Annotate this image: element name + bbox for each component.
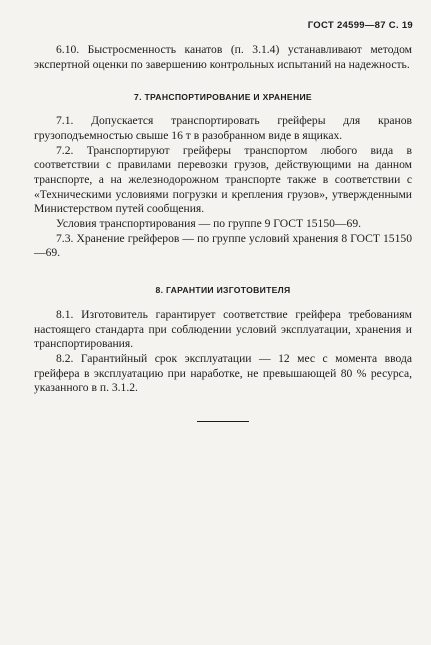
paragraph-transport-conditions [34,217,412,232]
paragraph-7-1-text: 7.1. Допускается транспортировать грейферы для кранов грузоподъемностью свыше 16 т в разобранном виде в ящиках. [34,114,412,142]
paragraph-7-3-text: 7.3. Хранение грейферов — по группе условий хранения 8 ГОСТ 15150—69. [34,231,412,260]
section-8-title: 8. ГАРАНТИИ ИЗГОТОВИТЕЛЯ [155,285,291,296]
paragraph-7-3 [34,232,412,261]
page-header: ГОСТ 24599—87 С. 19 [307,20,413,31]
paragraph-8-2-text: 8.2. Гарантийный срок эксплуатации — 12 мес с момента ввода грейфера в эксплуатацию при наработке, не превышающей 80 % ресурса, указанного в п. 3.1.2. [34,351,412,395]
paragraph-8-2 [34,352,412,396]
section-7-title: 7. ТРАНСПОРТИРОВАНИЕ И ХРАНЕНИЕ [134,92,312,103]
paragraph-8-1-text: 8.1. Изготовитель гарантирует соответствие грейфера требованиям настоящего стандарта при соблюдении условий эксплуатации, хранения и транспортирования. [34,307,412,351]
document-body [34,43,412,422]
paragraph-6-10 [34,43,412,72]
paragraph-6-10-text: 6.10. Быстросменность канатов (п. 3.1.4) устанавливают методом экспертной оценки по завершению контрольных испытаний на надежность. [34,43,412,71]
paragraph-transport-conditions-text: Условия транспортирования — по группе 9 ГОСТ 15150—69. [56,217,362,231]
end-divider [197,421,249,422]
paragraph-7-2 [34,144,412,218]
paragraph-8-1 [34,308,412,352]
paragraph-7-1 [34,114,412,143]
paragraph-7-2-text: 7.2. Транспортируют грейферы транспортом любого вида в соответствии с правилами перевозки грузов, действующими на данном транспорте, а на железнодорожном транспорте также в соответствии с «Техническими условиями погрузки и крепления грузов», утвержденными Министерством путей сообщения. [34,143,412,216]
